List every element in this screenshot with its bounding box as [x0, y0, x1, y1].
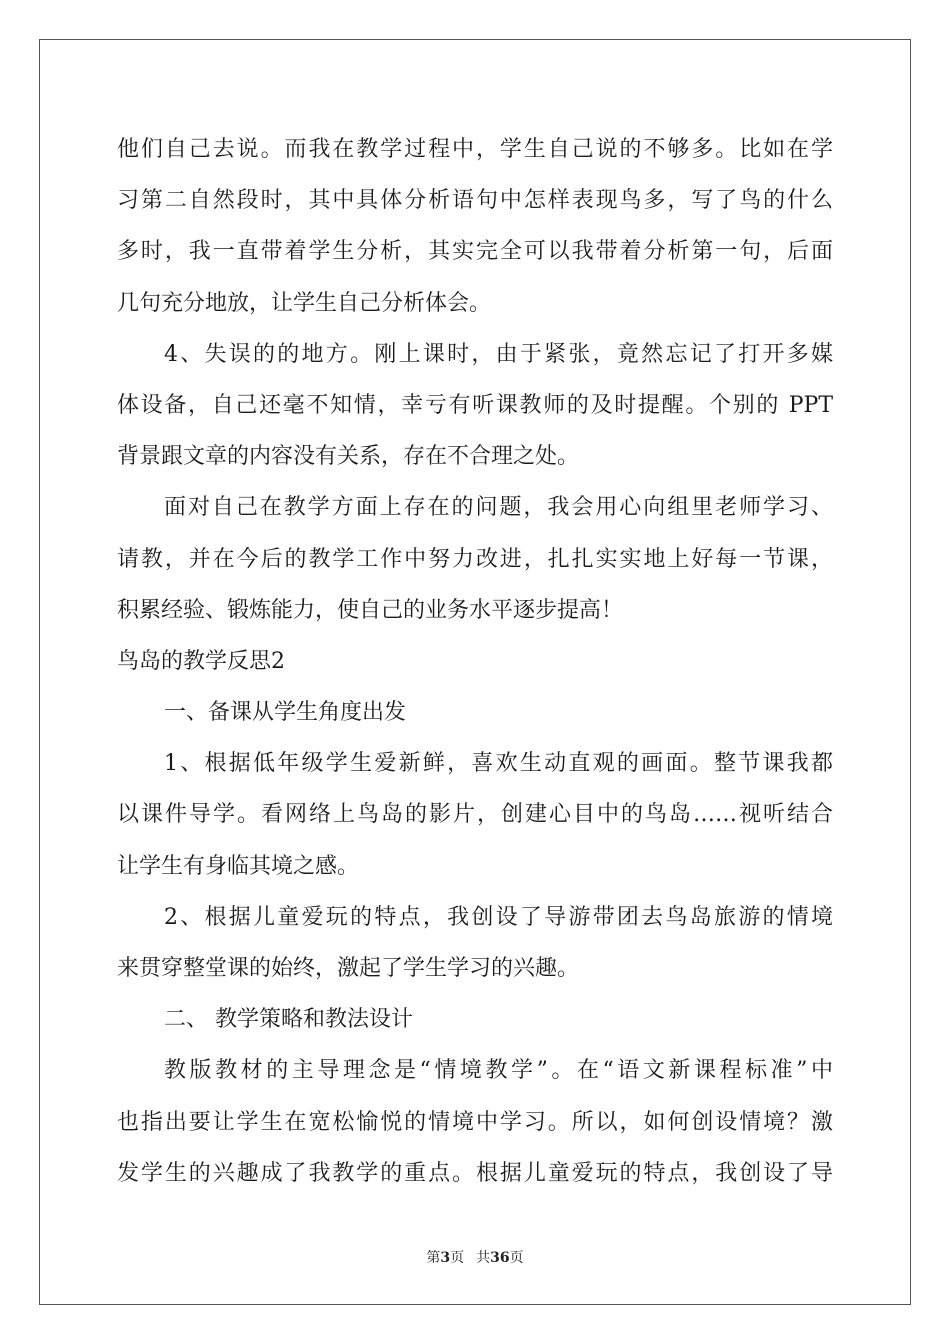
- total-prefix: 共: [476, 1250, 491, 1266]
- text-line: 教版教材的主导理念是“情境教学”。在“语文新课程标准”中: [164, 1058, 833, 1084]
- text-line: 习第二自然段时，其中具体分析语句中怎样表现鸟多，写了鸟的什么: [117, 188, 833, 214]
- text-line: 面对自己在教学方面上存在的问题，我会用心向组里老师学习、: [164, 495, 833, 521]
- text-line: 背景跟文章的内容没有关系，存在不合理之处。: [117, 444, 580, 470]
- text-line: 让学生有身临其境之感。: [117, 853, 360, 879]
- text-line: 来贯穿整堂课的始终，激起了学生学习的兴趣。: [117, 956, 580, 981]
- text-line: 二、 教学策略和教法设计: [164, 1007, 413, 1033]
- text-line: 一、备课从学生角度出发: [164, 700, 407, 726]
- current-page-number: 3: [440, 1250, 451, 1266]
- text-line: 他们自己去说。而我在教学过程中，学生自己说的不够多。比如在学: [117, 137, 833, 162]
- text-line: 发学生的兴趣成了我教学的重点。根据儿童爱玩的特点，我创设了导: [117, 1160, 833, 1186]
- text-line: 4、失误的的地方。刚上课时，由于紧张，竟然忘记了打开多媒: [164, 341, 833, 367]
- total-unit: 页: [509, 1250, 524, 1266]
- text-line: 几句充分地放，让学生自己分析体会。: [117, 290, 492, 316]
- text-line: 多时，我一直带着学生分析，其实完全可以我带着分析第一句，后面: [117, 239, 833, 265]
- page-prefix: 第: [426, 1250, 441, 1266]
- text-line: 2、根据儿童爱玩的特点，我创设了导游带团去鸟岛旅游的情境: [164, 904, 833, 930]
- text-line: 积累经验、锻炼能力，使自己的业务水平逐步提高！: [117, 597, 624, 623]
- total-page-number: 36: [490, 1250, 510, 1266]
- text-line: 以课件导学。看网络上鸟岛的影片，创建心目中的鸟岛……视听结合: [117, 802, 833, 828]
- text-line: 体设备，自己还毫不知情，幸亏有听课教师的及时提醒。个别的 PPT: [117, 392, 833, 418]
- page-unit: 页: [450, 1250, 465, 1266]
- page-footer: [0, 1248, 950, 1268]
- text-line: 也指出要让学生在宽松愉悦的情境中学习。所以，如何创设情境？激: [117, 1109, 833, 1135]
- document-body: [117, 124, 833, 1199]
- text-line: 1、根据低年级学生爱新鲜，喜欢生动直观的画面。整节课我都: [164, 751, 833, 777]
- text-line: 请教，并在今后的教学工作中努力改进，扎扎实实地上好每一节课，: [117, 546, 833, 572]
- text-line: 鸟岛的教学反思2: [117, 648, 285, 674]
